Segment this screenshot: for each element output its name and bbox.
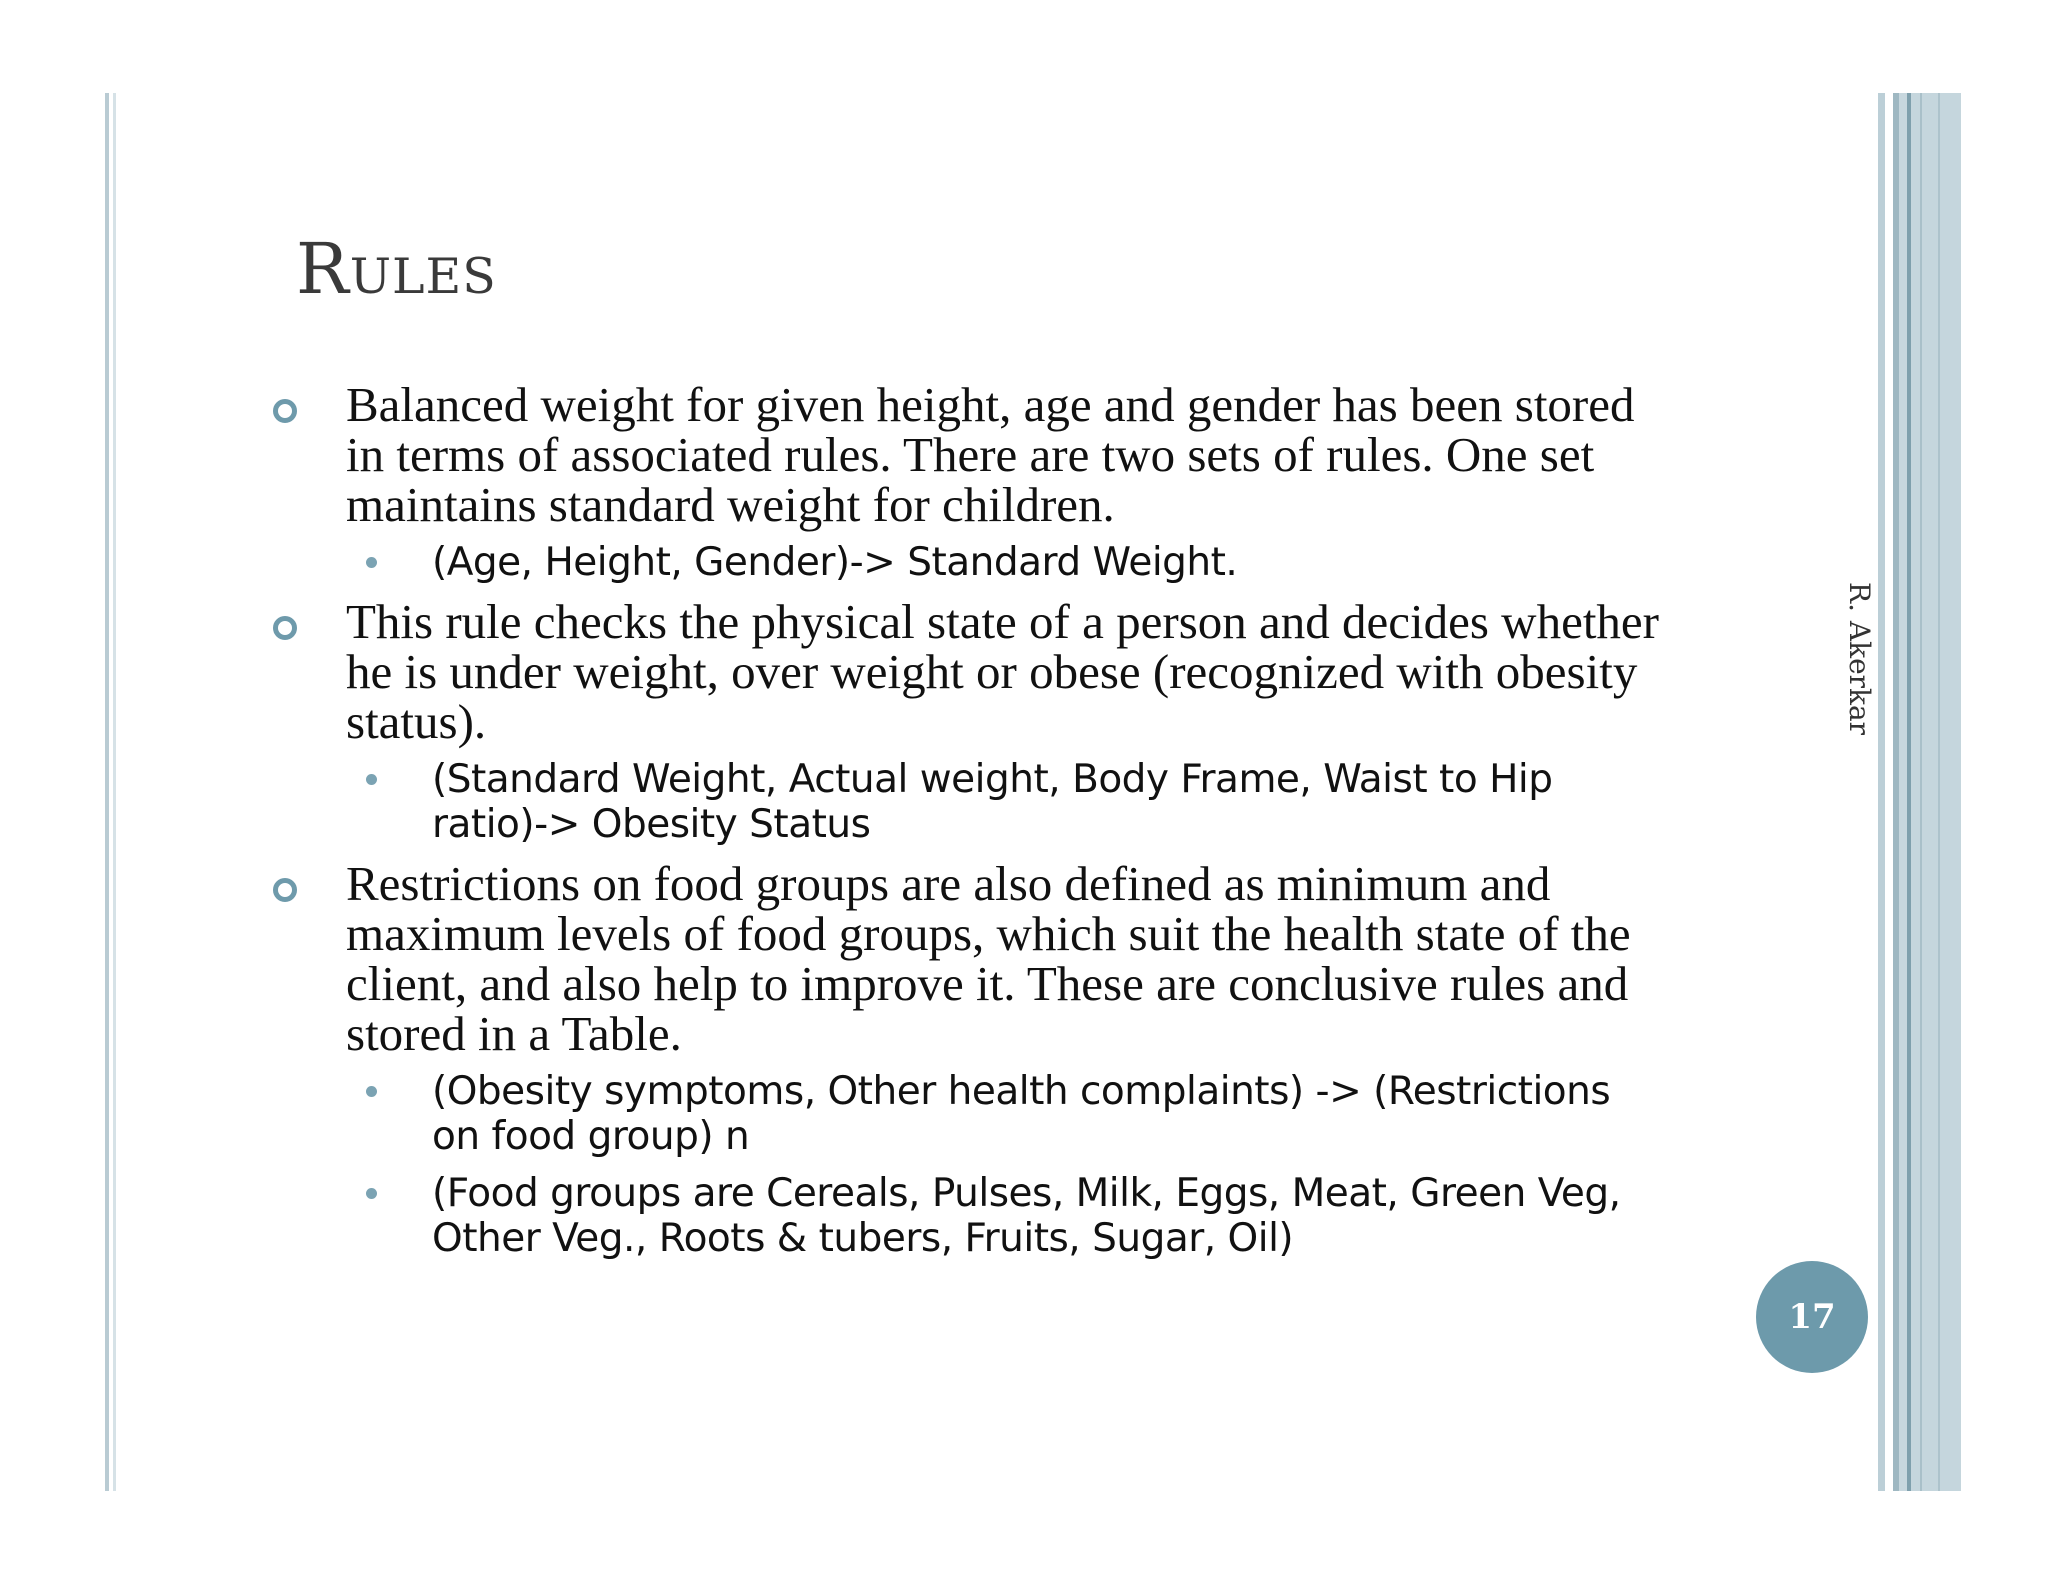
right-band [1920, 93, 1922, 1491]
right-band [1911, 93, 1961, 1491]
right-band [1878, 93, 1885, 1491]
bullet-list [262, 377, 1662, 1273]
bullet-text: Balanced weight for given height, age and gender has been stored in terms of associated rules. There are two sets of rules. One set maintains standard weight for children. [346, 377, 1635, 532]
dot-bullet-icon [366, 1188, 377, 1199]
sub-bullet-text: (Age, Height, Gender)-> Standard Weight. [432, 540, 1238, 585]
ring-bullet-icon [273, 399, 297, 423]
sub-bullet-item [262, 1069, 1662, 1159]
bullet-text: This rule checks the physical state of a person and decides whether he is under weight, over weight or obese (recognized with obesity status). [346, 594, 1659, 749]
sub-bullet-text: (Food groups are Cereals, Pulses, Milk, Eggs, Meat, Green Veg, Other Veg., Roots & tubers, Fruits, Sugar, Oil) [432, 1171, 1621, 1261]
right-band [1899, 93, 1907, 1491]
sub-bullet-item [262, 1171, 1662, 1261]
dot-bullet-icon [366, 1086, 377, 1097]
left-border [105, 93, 109, 1491]
page-number-badge [1756, 1261, 1868, 1373]
bullet-item [262, 856, 1662, 1061]
sub-bullet-item [262, 540, 1662, 585]
left-border-inner [113, 93, 116, 1491]
bullet-item [262, 594, 1662, 749]
dot-bullet-icon [366, 557, 377, 568]
ring-bullet-icon [273, 616, 297, 640]
sub-bullet-item [262, 757, 1662, 847]
slide-title: Rules [296, 228, 497, 310]
dot-bullet-icon [366, 774, 377, 785]
ring-bullet-icon [273, 878, 297, 902]
author-label: R. Akerkar [1843, 582, 1876, 736]
sub-bullet-text: (Obesity symptoms, Other health complaints) -> (Restrictions on food group) n [432, 1069, 1611, 1159]
bullet-text: Restrictions on food groups are also defined as minimum and maximum levels of food groups, which suit the health state of the client, and also help to improve it. These are conclusive rules and stored in a Table. [346, 856, 1631, 1061]
right-band [1938, 93, 1940, 1491]
bullet-item [262, 377, 1662, 532]
sub-bullet-text: (Standard Weight, Actual weight, Body Frame, Waist to Hip ratio)-> Obesity Status [432, 757, 1553, 847]
page-number: 17 [1788, 1297, 1836, 1337]
